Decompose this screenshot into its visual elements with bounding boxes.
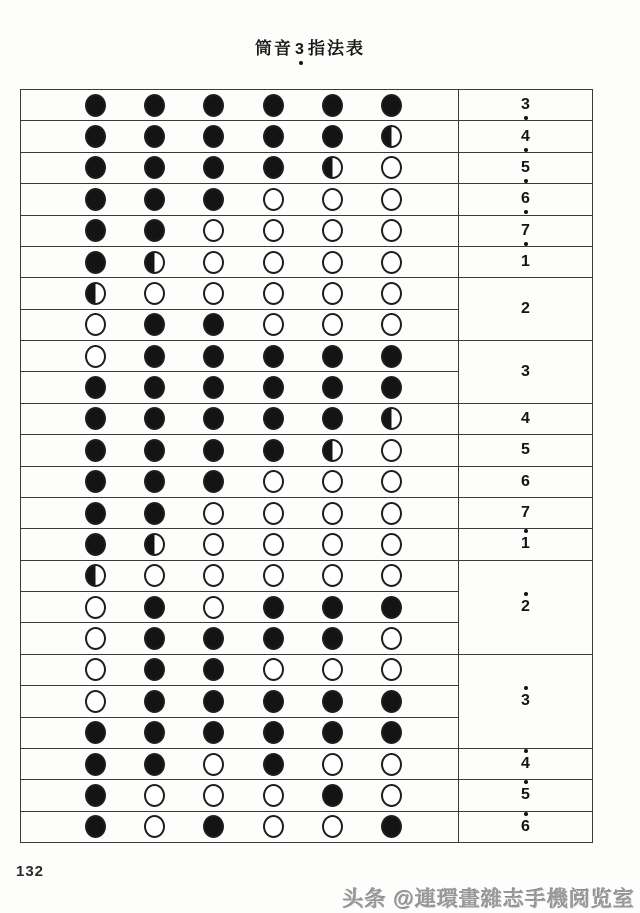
note-number: 6	[521, 817, 530, 835]
hole-open-icon	[203, 753, 224, 776]
hole-open-icon	[85, 313, 106, 336]
note-label-cell	[459, 121, 593, 152]
hole-filled-icon	[144, 345, 165, 368]
holes-cell	[21, 623, 459, 654]
hole-open-icon	[144, 815, 165, 838]
table-row	[21, 184, 593, 215]
note-label-cell	[459, 654, 593, 748]
hole-filled-icon	[203, 345, 224, 368]
hole-filled-icon	[85, 753, 106, 776]
hole-open-icon	[263, 470, 284, 493]
note-label-cell	[459, 341, 593, 404]
holes-row	[21, 470, 458, 493]
hole-open-icon	[203, 219, 224, 242]
hole-open-icon	[322, 219, 343, 242]
hole-filled-icon	[144, 376, 165, 399]
holes-row	[21, 125, 458, 148]
holes-row	[21, 815, 458, 838]
hole-half-icon	[85, 564, 106, 587]
hole-open-icon	[381, 533, 402, 556]
hole-filled-icon	[263, 627, 284, 650]
table-row	[21, 560, 593, 591]
table-row	[21, 811, 593, 842]
note-label-cell	[459, 748, 593, 779]
hole-filled-icon	[203, 407, 224, 430]
hole-filled-icon	[322, 376, 343, 399]
holes-row	[21, 753, 458, 776]
hole-filled-icon	[85, 188, 106, 211]
hole-open-icon	[263, 533, 284, 556]
note-number: 1	[521, 535, 530, 553]
holes-row	[21, 219, 458, 242]
table-row	[21, 435, 593, 466]
holes-cell	[21, 246, 459, 277]
hole-filled-icon	[203, 815, 224, 838]
hole-filled-icon	[263, 94, 284, 117]
holes-row	[21, 156, 458, 179]
hole-filled-icon	[322, 721, 343, 744]
hole-open-icon	[322, 658, 343, 681]
hole-open-icon	[203, 596, 224, 619]
holes-cell	[21, 435, 459, 466]
note-number: 5	[521, 158, 530, 176]
hole-open-icon	[203, 282, 224, 305]
holes-cell	[21, 529, 459, 560]
hole-filled-icon	[263, 690, 284, 713]
hole-filled-icon	[144, 658, 165, 681]
hole-open-icon	[381, 282, 402, 305]
note-number: 4	[521, 127, 530, 145]
holes-cell	[21, 215, 459, 246]
hole-open-icon	[85, 627, 106, 650]
hole-filled-icon	[381, 345, 402, 368]
hole-filled-icon	[263, 753, 284, 776]
hole-open-icon	[381, 313, 402, 336]
hole-half-icon	[381, 407, 402, 430]
holes-row	[21, 564, 458, 587]
holes-row	[21, 439, 458, 462]
note-number: 2	[521, 598, 530, 616]
hole-filled-icon	[322, 125, 343, 148]
table-row	[21, 152, 593, 183]
hole-filled-icon	[85, 815, 106, 838]
hole-open-icon	[263, 784, 284, 807]
hole-filled-icon	[85, 156, 106, 179]
hole-open-icon	[322, 251, 343, 274]
holes-row	[21, 721, 458, 744]
hole-open-icon	[322, 815, 343, 838]
hole-filled-icon	[85, 784, 106, 807]
holes-row	[21, 502, 458, 525]
note-number: 6	[521, 190, 530, 208]
hole-open-icon	[263, 188, 284, 211]
holes-row	[21, 313, 458, 336]
hole-open-icon	[263, 564, 284, 587]
hole-filled-icon	[263, 407, 284, 430]
holes-cell	[21, 811, 459, 842]
table-row	[21, 246, 593, 277]
hole-open-icon	[381, 627, 402, 650]
note-label-cell	[459, 529, 593, 560]
hole-open-icon	[381, 156, 402, 179]
fingering-table	[20, 89, 593, 843]
holes-cell	[21, 686, 459, 717]
hole-filled-icon	[381, 721, 402, 744]
holes-cell	[21, 152, 459, 183]
hole-open-icon	[85, 690, 106, 713]
hole-half-icon	[144, 251, 165, 274]
hole-filled-icon	[144, 470, 165, 493]
hole-open-icon	[322, 188, 343, 211]
holes-row	[21, 282, 458, 305]
hole-filled-icon	[203, 470, 224, 493]
hole-filled-icon	[203, 156, 224, 179]
hole-filled-icon	[322, 345, 343, 368]
hole-open-icon	[322, 313, 343, 336]
holes-cell	[21, 403, 459, 434]
hole-filled-icon	[144, 627, 165, 650]
hole-filled-icon	[85, 219, 106, 242]
holes-row	[21, 533, 458, 556]
note-number: 4	[521, 755, 530, 773]
hole-filled-icon	[263, 376, 284, 399]
hole-open-icon	[381, 219, 402, 242]
title-text-prefix: 筒音	[255, 39, 294, 58]
holes-cell	[21, 780, 459, 811]
page-number: 132	[16, 863, 45, 880]
hole-filled-icon	[381, 94, 402, 117]
hole-filled-icon	[203, 627, 224, 650]
hole-filled-icon	[381, 815, 402, 838]
hole-filled-icon	[263, 721, 284, 744]
table-row	[21, 215, 593, 246]
hole-filled-icon	[381, 690, 402, 713]
hole-filled-icon	[144, 125, 165, 148]
table-row	[21, 341, 593, 372]
holes-cell	[21, 466, 459, 497]
note-number: 5	[521, 786, 530, 804]
note-number: 3	[521, 96, 530, 114]
hole-filled-icon	[322, 690, 343, 713]
table-row	[21, 748, 593, 779]
note-label-cell	[459, 780, 593, 811]
hole-open-icon	[85, 658, 106, 681]
hole-filled-icon	[144, 188, 165, 211]
note-number: 6	[521, 472, 530, 490]
holes-cell	[21, 717, 459, 748]
hole-filled-icon	[263, 125, 284, 148]
hole-open-icon	[381, 784, 402, 807]
hole-half-icon	[85, 282, 106, 305]
holes-row	[21, 784, 458, 807]
holes-cell	[21, 560, 459, 591]
table-row	[21, 466, 593, 497]
hole-filled-icon	[144, 721, 165, 744]
note-number: 1	[521, 253, 530, 271]
note-label-cell	[459, 184, 593, 215]
note-number: 3	[521, 692, 530, 710]
holes-cell	[21, 748, 459, 779]
hole-open-icon	[322, 502, 343, 525]
note-number: 3	[521, 362, 530, 380]
hole-filled-icon	[85, 94, 106, 117]
note-number: 5	[521, 441, 530, 459]
hole-filled-icon	[85, 125, 106, 148]
hole-filled-icon	[144, 439, 165, 462]
hole-filled-icon	[85, 533, 106, 556]
note-label-cell	[459, 152, 593, 183]
title-text-suffix: 指法表	[307, 39, 365, 58]
hole-half-icon	[322, 156, 343, 179]
hole-filled-icon	[85, 470, 106, 493]
note-label-cell	[459, 560, 593, 654]
hole-open-icon	[85, 345, 106, 368]
holes-cell	[21, 592, 459, 623]
hole-filled-icon	[263, 439, 284, 462]
hole-filled-icon	[144, 753, 165, 776]
hole-open-icon	[322, 564, 343, 587]
hole-filled-icon	[203, 439, 224, 462]
hole-filled-icon	[144, 313, 165, 336]
hole-open-icon	[263, 282, 284, 305]
hole-filled-icon	[203, 690, 224, 713]
hole-open-icon	[263, 251, 284, 274]
holes-cell	[21, 654, 459, 685]
hole-filled-icon	[381, 376, 402, 399]
table-row	[21, 529, 593, 560]
hole-filled-icon	[85, 439, 106, 462]
hole-filled-icon	[322, 407, 343, 430]
fingering-table-body	[21, 90, 593, 843]
holes-row	[21, 690, 458, 713]
hole-open-icon	[263, 815, 284, 838]
hole-filled-icon	[203, 188, 224, 211]
hole-open-icon	[203, 251, 224, 274]
hole-filled-icon	[203, 125, 224, 148]
table-row	[21, 121, 593, 152]
hole-open-icon	[144, 282, 165, 305]
hole-open-icon	[322, 470, 343, 493]
hole-filled-icon	[144, 407, 165, 430]
table-row	[21, 278, 593, 309]
hole-filled-icon	[263, 596, 284, 619]
note-number: 7	[521, 221, 530, 239]
note-label-cell	[459, 215, 593, 246]
hole-filled-icon	[85, 502, 106, 525]
hole-open-icon	[263, 313, 284, 336]
holes-cell	[21, 372, 459, 403]
table-row	[21, 654, 593, 685]
hole-open-icon	[203, 533, 224, 556]
note-label-cell	[459, 466, 593, 497]
holes-row	[21, 251, 458, 274]
hole-filled-icon	[263, 156, 284, 179]
holes-row	[21, 345, 458, 368]
table-row	[21, 403, 593, 434]
hole-filled-icon	[203, 721, 224, 744]
note-label-cell	[459, 278, 593, 341]
hole-filled-icon	[263, 345, 284, 368]
holes-cell	[21, 341, 459, 372]
hole-open-icon	[381, 658, 402, 681]
hole-open-icon	[144, 564, 165, 587]
hole-filled-icon	[144, 690, 165, 713]
holes-cell	[21, 497, 459, 528]
hole-filled-icon	[144, 502, 165, 525]
page-title	[0, 34, 620, 59]
table-row	[21, 497, 593, 528]
note-label-cell	[459, 497, 593, 528]
hole-open-icon	[203, 784, 224, 807]
holes-row	[21, 376, 458, 399]
hole-open-icon	[322, 753, 343, 776]
hole-filled-icon	[85, 251, 106, 274]
hole-half-icon	[144, 533, 165, 556]
table-row	[21, 780, 593, 811]
hole-open-icon	[381, 753, 402, 776]
hole-filled-icon	[322, 596, 343, 619]
hole-filled-icon	[322, 94, 343, 117]
note-label-cell	[459, 811, 593, 842]
holes-cell	[21, 278, 459, 309]
holes-cell	[21, 121, 459, 152]
hole-filled-icon	[85, 721, 106, 744]
hole-filled-icon	[85, 376, 106, 399]
note-number: 7	[521, 504, 530, 522]
hole-filled-icon	[144, 219, 165, 242]
hole-open-icon	[85, 596, 106, 619]
hole-open-icon	[381, 439, 402, 462]
hole-open-icon	[381, 564, 402, 587]
hole-open-icon	[381, 470, 402, 493]
hole-filled-icon	[322, 784, 343, 807]
hole-filled-icon	[322, 627, 343, 650]
note-label-cell	[459, 90, 593, 121]
note-number: 4	[521, 409, 530, 427]
hole-filled-icon	[203, 313, 224, 336]
hole-filled-icon	[381, 596, 402, 619]
hole-open-icon	[203, 502, 224, 525]
holes-cell	[21, 309, 459, 340]
hole-open-icon	[203, 564, 224, 587]
hole-open-icon	[381, 251, 402, 274]
title-note-number: 3	[295, 41, 306, 58]
hole-open-icon	[322, 282, 343, 305]
hole-open-icon	[381, 188, 402, 211]
holes-row	[21, 596, 458, 619]
note-number: 2	[521, 300, 530, 318]
watermark-text: 头条 @連環畫雜志手機阅览室	[342, 888, 635, 911]
holes-cell	[21, 90, 459, 121]
hole-filled-icon	[203, 376, 224, 399]
hole-open-icon	[381, 502, 402, 525]
note-label-cell	[459, 246, 593, 277]
holes-row	[21, 627, 458, 650]
holes-row	[21, 658, 458, 681]
hole-filled-icon	[203, 94, 224, 117]
hole-half-icon	[322, 439, 343, 462]
note-label-cell	[459, 403, 593, 434]
note-label-cell	[459, 435, 593, 466]
holes-cell	[21, 184, 459, 215]
hole-half-icon	[381, 125, 402, 148]
holes-row	[21, 407, 458, 430]
hole-filled-icon	[144, 94, 165, 117]
hole-open-icon	[263, 502, 284, 525]
holes-row	[21, 94, 458, 117]
hole-open-icon	[322, 533, 343, 556]
hole-filled-icon	[203, 658, 224, 681]
hole-filled-icon	[85, 407, 106, 430]
hole-filled-icon	[144, 596, 165, 619]
hole-open-icon	[263, 658, 284, 681]
table-row	[21, 90, 593, 121]
holes-row	[21, 188, 458, 211]
hole-open-icon	[144, 784, 165, 807]
hole-filled-icon	[144, 156, 165, 179]
hole-open-icon	[263, 219, 284, 242]
